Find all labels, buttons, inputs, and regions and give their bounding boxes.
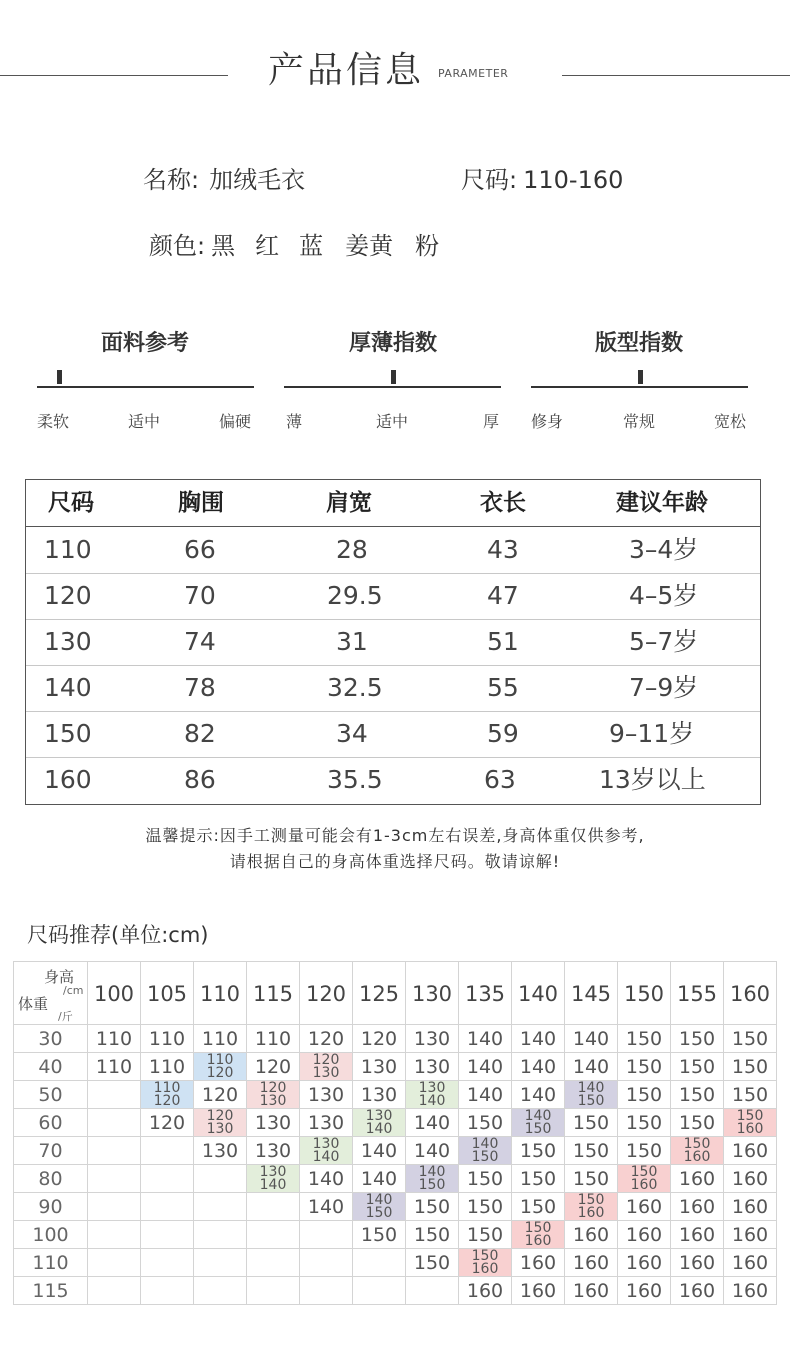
cell-age: 3–4岁 [629, 535, 699, 564]
size-cell: 130 [300, 1081, 353, 1109]
weight-header: 70 [13, 1137, 88, 1165]
height-header: 110 [194, 961, 247, 1025]
page-title: 产品信息 [268, 50, 425, 91]
size-cell [300, 1221, 353, 1249]
size-cell: 150 [406, 1221, 459, 1249]
cell-size: 110 [44, 535, 92, 564]
size-value: 110-160 [523, 166, 624, 194]
height-header: 155 [671, 961, 724, 1025]
size-cell: 160 [671, 1221, 724, 1249]
size-cell: 150 [406, 1193, 459, 1221]
size-cell: 130 140 [353, 1109, 406, 1137]
size-cell: 140 150 [406, 1165, 459, 1193]
size-cell [141, 1249, 194, 1277]
weight-header: 90 [13, 1193, 88, 1221]
height-header: 130 [406, 961, 459, 1025]
size-cell: 120 [353, 1025, 406, 1053]
size-cell: 150 160 [512, 1221, 565, 1249]
size-cell: 150 [565, 1137, 618, 1165]
cell-size: 150 [44, 719, 92, 748]
size-cell: 140 [565, 1025, 618, 1053]
size-cell: 130 [353, 1081, 406, 1109]
size-cell: 140 [459, 1053, 512, 1081]
info-size [461, 160, 623, 195]
scale-title: 版型指数 [594, 331, 683, 356]
size-cell: 140 [300, 1165, 353, 1193]
size-cell: 150 160 [565, 1193, 618, 1221]
size-cell: 140 [512, 1025, 565, 1053]
info-colors [149, 226, 439, 261]
cell-length: 55 [487, 673, 519, 702]
cell-size: 140 [44, 673, 92, 702]
scale-label-left: 修身 [531, 412, 564, 431]
size-cell [88, 1165, 141, 1193]
cell-chest: 86 [184, 765, 216, 794]
size-cell: 160 [724, 1277, 777, 1305]
scale-label-right: 宽松 [714, 412, 747, 431]
name-value: 加绒毛衣 [209, 166, 306, 194]
scale-label-left: 薄 [286, 412, 303, 431]
size-cell: 160 [565, 1249, 618, 1277]
cell-age: 4–5岁 [629, 581, 699, 610]
size-recommendation-grid [13, 961, 777, 1303]
cell-size: 130 [44, 627, 92, 656]
scale-line [284, 386, 501, 388]
size-cell: 140 [353, 1137, 406, 1165]
size-cell: 120 [194, 1081, 247, 1109]
size-cell: 150 [459, 1193, 512, 1221]
cell-shoulder: 31 [336, 627, 368, 656]
size-cell: 160 [724, 1165, 777, 1193]
weight-header: 100 [13, 1221, 88, 1249]
table-row [26, 527, 760, 574]
weight-header: 60 [13, 1109, 88, 1137]
size-cell: 150 [459, 1165, 512, 1193]
size-cell: 130 [247, 1109, 300, 1137]
size-cell: 160 [618, 1249, 671, 1277]
size-cell [141, 1221, 194, 1249]
height-header: 135 [459, 961, 512, 1025]
size-cell [88, 1221, 141, 1249]
height-header: 140 [512, 961, 565, 1025]
size-cell [247, 1221, 300, 1249]
weight-header: 80 [13, 1165, 88, 1193]
size-cell [247, 1249, 300, 1277]
cell-age: 5–7岁 [629, 627, 699, 656]
size-cell: 150 [512, 1137, 565, 1165]
cell-chest: 66 [184, 535, 216, 564]
size-cell [406, 1277, 459, 1305]
table-row [26, 665, 760, 712]
scale-line [531, 386, 748, 388]
weight-header: 50 [13, 1081, 88, 1109]
color-black: 黑 [211, 232, 236, 260]
header-rule-left [0, 75, 228, 76]
size-cell [194, 1165, 247, 1193]
size-cell [88, 1193, 141, 1221]
size-cell: 150 [618, 1109, 671, 1137]
size-cell: 150 [353, 1221, 406, 1249]
height-header: 150 [618, 961, 671, 1025]
size-cell: 140 150 [353, 1193, 406, 1221]
size-cell: 160 [671, 1277, 724, 1305]
header-chest: 胸围 [178, 490, 224, 516]
size-cell: 150 [671, 1081, 724, 1109]
cell-shoulder: 35.5 [327, 765, 383, 794]
size-cell: 130 [353, 1053, 406, 1081]
size-cell: 160 [565, 1221, 618, 1249]
size-cell: 110 120 [141, 1081, 194, 1109]
height-header: 115 [247, 961, 300, 1025]
size-cell: 160 [618, 1193, 671, 1221]
size-cell: 130 [247, 1137, 300, 1165]
size-cell: 140 150 [565, 1081, 618, 1109]
grid-corner [13, 961, 88, 1025]
size-cell: 110 120 [194, 1053, 247, 1081]
size-cell: 120 130 [194, 1109, 247, 1137]
size-cell [88, 1081, 141, 1109]
cell-chest: 74 [184, 627, 216, 656]
table-row [26, 573, 760, 620]
size-cell: 150 [618, 1025, 671, 1053]
color-blue: 蓝 [299, 232, 324, 260]
weight-header: 115 [13, 1277, 88, 1305]
header-age: 建议年龄 [616, 490, 708, 516]
size-cell: 150 [459, 1221, 512, 1249]
height-axis-label: 身高 [44, 968, 75, 986]
height-header: 160 [724, 961, 777, 1025]
size-cell: 140 150 [512, 1109, 565, 1137]
size-cell: 160 [724, 1249, 777, 1277]
cell-chest: 78 [184, 673, 216, 702]
size-cell: 160 [512, 1249, 565, 1277]
size-cell: 110 [88, 1053, 141, 1081]
size-cell: 160 [459, 1277, 512, 1305]
scale-title: 厚薄指数 [348, 331, 437, 356]
size-cell: 120 130 [300, 1053, 353, 1081]
size-cell: 140 150 [459, 1137, 512, 1165]
size-table-header [26, 480, 760, 527]
size-cell: 110 [247, 1025, 300, 1053]
weight-axis-unit: /斤 [58, 1010, 73, 1023]
size-cell [247, 1193, 300, 1221]
size-cell: 150 160 [671, 1137, 724, 1165]
cell-shoulder: 29.5 [327, 581, 383, 610]
size-cell: 140 [565, 1053, 618, 1081]
scale-label-mid: 常规 [623, 412, 656, 431]
weight-header: 30 [13, 1025, 88, 1053]
measurement-note-line2: 请根据自己的身高体重选择尺码。敬请谅解! [229, 852, 561, 871]
size-cell: 150 [565, 1165, 618, 1193]
size-cell: 150 [724, 1081, 777, 1109]
cell-length: 63 [484, 765, 516, 794]
size-cell: 150 [512, 1165, 565, 1193]
cell-length: 51 [487, 627, 519, 656]
scale-marker [57, 370, 62, 384]
height-header: 145 [565, 961, 618, 1025]
size-cell [353, 1249, 406, 1277]
weight-axis-label: 体重 [18, 995, 49, 1013]
cell-length: 47 [487, 581, 519, 610]
size-cell: 140 [406, 1109, 459, 1137]
size-cell: 120 130 [247, 1081, 300, 1109]
size-cell: 160 [618, 1221, 671, 1249]
weight-header: 40 [13, 1053, 88, 1081]
size-cell: 150 [671, 1053, 724, 1081]
cell-size: 120 [44, 581, 92, 610]
table-row [26, 619, 760, 666]
color-red: 红 [255, 232, 280, 260]
cell-length: 43 [487, 535, 519, 564]
size-cell: 160 [724, 1221, 777, 1249]
size-label: 尺码: [461, 166, 518, 194]
size-cell: 130 140 [300, 1137, 353, 1165]
size-cell [194, 1193, 247, 1221]
color-ginger: 姜黄 [345, 232, 394, 260]
size-cell: 150 [618, 1081, 671, 1109]
table-row [26, 711, 760, 758]
cell-length: 59 [487, 719, 519, 748]
size-cell: 150 [671, 1025, 724, 1053]
header-rule-right [562, 75, 790, 76]
info-name [143, 160, 305, 195]
size-cell: 160 [724, 1137, 777, 1165]
cell-age: 9–11岁 [609, 719, 695, 748]
size-cell [300, 1249, 353, 1277]
scale-label-mid: 适中 [128, 412, 161, 431]
scale-line [37, 386, 254, 388]
color-pink: 粉 [415, 232, 440, 260]
cell-chest: 82 [184, 719, 216, 748]
size-cell: 140 [459, 1081, 512, 1109]
size-cell: 110 [194, 1025, 247, 1053]
size-cell [141, 1193, 194, 1221]
height-header: 120 [300, 961, 353, 1025]
size-cell: 160 [671, 1193, 724, 1221]
cell-shoulder: 32.5 [327, 673, 383, 702]
size-cell: 110 [88, 1025, 141, 1053]
size-cell: 150 [618, 1137, 671, 1165]
size-cell: 150 [512, 1193, 565, 1221]
cell-shoulder: 34 [336, 719, 368, 748]
measurement-note: 温馨提示:因手工测量可能会有1-3cm左右误差,身高体重仅供参考, [145, 826, 645, 845]
scale-label-right: 偏硬 [219, 412, 252, 431]
size-cell: 140 [353, 1165, 406, 1193]
cell-age: 7–9岁 [629, 673, 699, 702]
size-cell [141, 1137, 194, 1165]
scale-marker [391, 370, 396, 384]
size-cell: 120 [247, 1053, 300, 1081]
cell-size: 160 [44, 765, 92, 794]
color-label: 颜色: [149, 232, 206, 260]
weight-header: 110 [13, 1249, 88, 1277]
size-cell: 150 [724, 1053, 777, 1081]
header-size: 尺码 [48, 490, 94, 516]
size-cell: 150 [406, 1249, 459, 1277]
size-cell: 140 [512, 1053, 565, 1081]
size-cell: 160 [618, 1277, 671, 1305]
size-cell: 150 [724, 1025, 777, 1053]
size-cell: 130 [300, 1109, 353, 1137]
cell-chest: 70 [184, 581, 216, 610]
size-cell: 130 [406, 1053, 459, 1081]
size-cell [88, 1249, 141, 1277]
size-cell: 150 160 [618, 1165, 671, 1193]
recommendation-title: 尺码推荐(单位:cm) [27, 923, 209, 947]
scale-marker [638, 370, 643, 384]
size-cell: 130 140 [406, 1081, 459, 1109]
header-length: 衣长 [480, 490, 526, 516]
table-row [26, 757, 760, 803]
size-cell: 140 [512, 1081, 565, 1109]
size-table [25, 479, 761, 805]
size-cell: 160 [565, 1277, 618, 1305]
size-cell: 150 160 [459, 1249, 512, 1277]
size-cell: 150 [618, 1053, 671, 1081]
size-cell [353, 1277, 406, 1305]
height-header: 125 [353, 961, 406, 1025]
size-cell: 150 [459, 1109, 512, 1137]
size-cell: 140 [300, 1193, 353, 1221]
size-cell: 130 140 [247, 1165, 300, 1193]
size-cell [300, 1277, 353, 1305]
size-cell: 160 [512, 1277, 565, 1305]
size-cell: 110 [141, 1053, 194, 1081]
size-cell: 160 [671, 1249, 724, 1277]
cell-shoulder: 28 [336, 535, 368, 564]
size-cell: 130 [406, 1025, 459, 1053]
size-cell [88, 1109, 141, 1137]
page-subtitle: PARAMETER [438, 67, 509, 80]
size-cell: 150 [671, 1109, 724, 1137]
height-header: 100 [88, 961, 141, 1025]
size-cell: 150 160 [724, 1109, 777, 1137]
size-cell: 110 [141, 1025, 194, 1053]
name-label: 名称: [143, 166, 200, 194]
header-shoulder: 肩宽 [326, 490, 372, 516]
size-cell: 140 [459, 1025, 512, 1053]
size-cell: 150 [565, 1109, 618, 1137]
size-cell [194, 1277, 247, 1305]
size-cell: 160 [671, 1165, 724, 1193]
size-cell: 160 [724, 1193, 777, 1221]
size-cell [194, 1249, 247, 1277]
size-cell: 130 [194, 1137, 247, 1165]
scale-title: 面料参考 [100, 331, 189, 356]
height-header: 105 [141, 961, 194, 1025]
height-axis-unit: /cm [63, 984, 84, 997]
size-cell [247, 1277, 300, 1305]
cell-age: 13岁以上 [599, 765, 706, 794]
size-cell: 120 [141, 1109, 194, 1137]
size-cell [141, 1277, 194, 1305]
scale-label-left: 柔软 [37, 412, 70, 431]
scale-label-mid: 适中 [376, 412, 409, 431]
size-cell [88, 1277, 141, 1305]
size-cell [141, 1165, 194, 1193]
scale-label-right: 厚 [483, 412, 500, 431]
size-cell: 120 [300, 1025, 353, 1053]
size-cell: 140 [406, 1137, 459, 1165]
size-cell [194, 1221, 247, 1249]
size-cell [88, 1137, 141, 1165]
